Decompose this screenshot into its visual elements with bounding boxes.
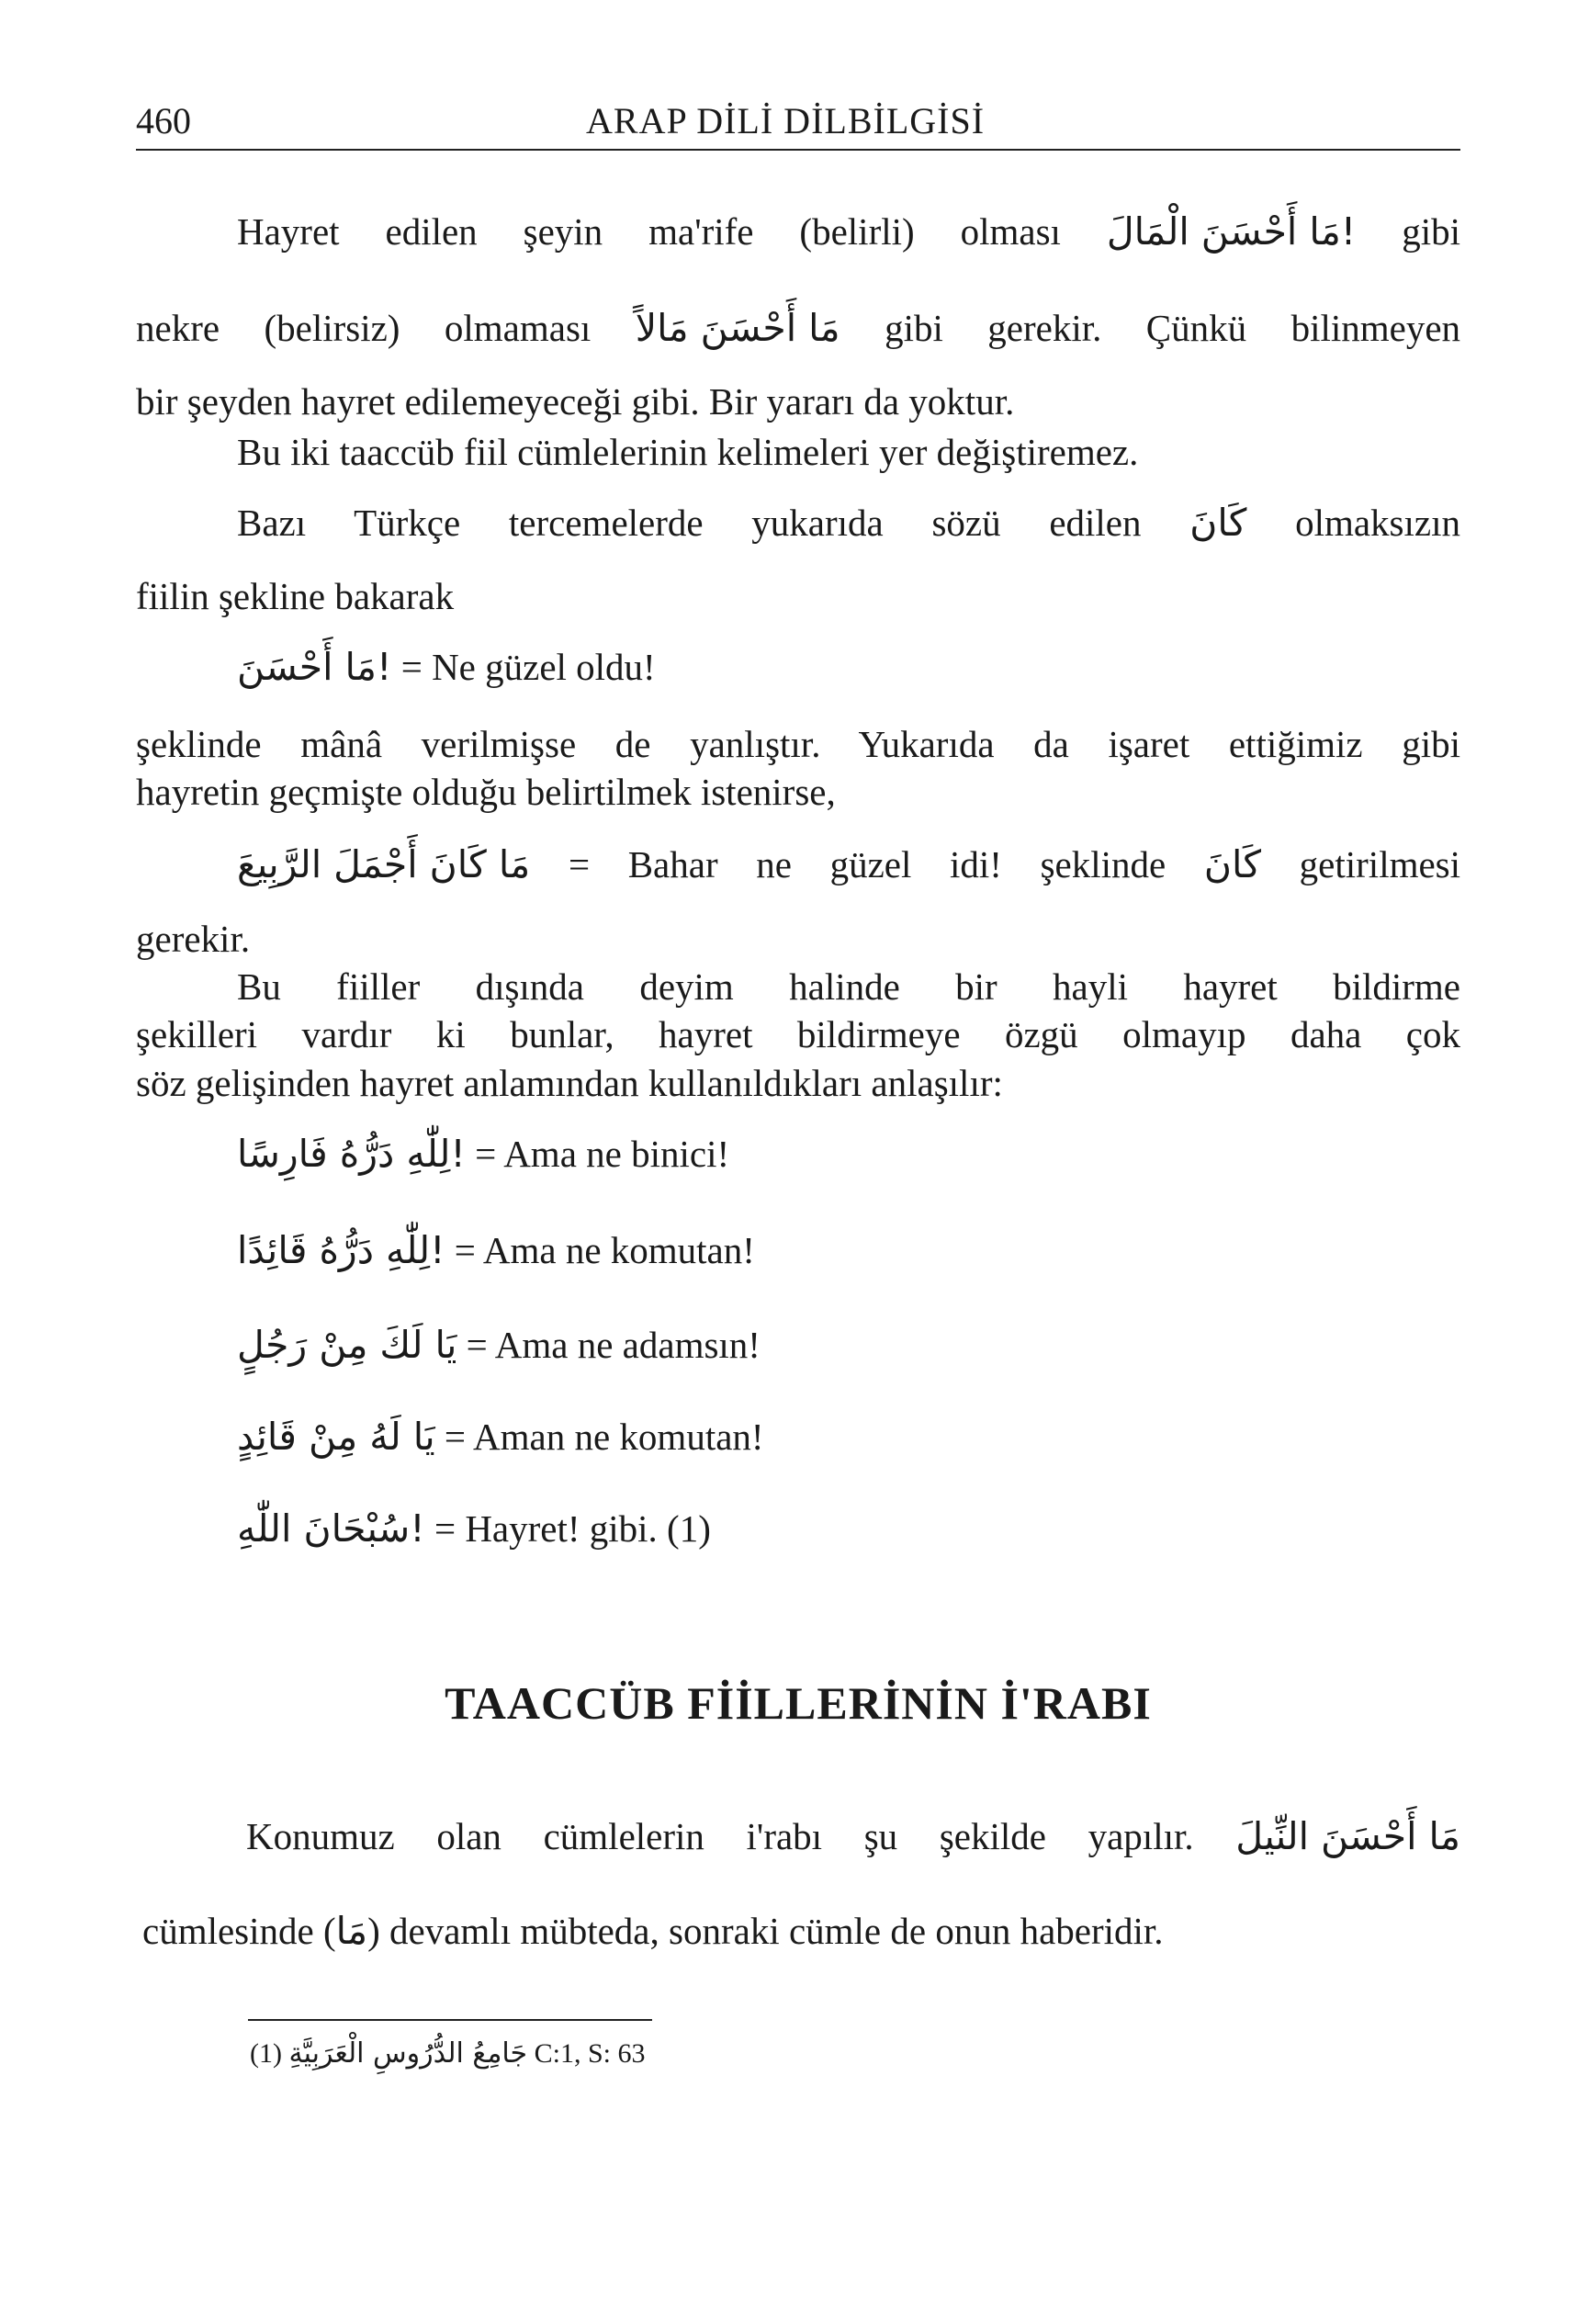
footnote-reference: C:1, S: 63 <box>534 2038 646 2069</box>
example-line: يَا لَكَ مِنْ رَجُلٍ = Ama ne adamsın! <box>237 1323 761 1367</box>
arabic-phrase: !مَا أَحْسَنَ الْمَالَ <box>1106 209 1357 254</box>
arabic-phrase: !سُبْحَانَ اللّٰهِ <box>237 1506 425 1551</box>
example-line: مَا كَانَ أَجْمَلَ الرَّبِيعَ = Bahar ne güzel idi! şeklinde كَانَ getirilmesi <box>237 842 1461 886</box>
paragraph-line: cümlesinde (مَا) devamlı mübteda, sonraki cümle de onun haberidir. <box>142 1909 1164 1953</box>
arabic-phrase: !لِلّٰهِ دَرُّهُ قَائِدًا <box>237 1228 445 1272</box>
arabic-phrase: !لِلّٰهِ دَرُّهُ فَارِسًا <box>237 1132 466 1176</box>
arabic-phrase: !مَا أَحْسَنَ <box>237 645 392 689</box>
arabic-word: كَانَ <box>1189 501 1247 545</box>
page-header <box>136 92 1460 151</box>
paragraph-line: bir şeyden hayret edilemeyeceği gibi. Bir yararı da yoktur. <box>136 380 1015 423</box>
example-line: !مَا أَحْسَنَ = Ne güzel oldu! <box>237 645 656 689</box>
example-line: !لِلّٰهِ دَرُّهُ قَائِدًا = Ama ne komutan! <box>237 1228 755 1272</box>
footnote <box>250 2037 645 2070</box>
example-line: !سُبْحَانَ اللّٰهِ = Hayret! gibi. (1) <box>237 1506 711 1551</box>
paragraph-line: şekilleri vardır ki bunlar, hayret bildirmeye özgü olmayıp daha çok <box>136 1013 1460 1055</box>
paragraph-line: hayretin geçmişte olduğu belirtilmek istenirse, <box>136 771 836 813</box>
footnote-marker: (1) <box>250 2038 282 2069</box>
paragraph-line: Konumuz olan cümlelerin i'rabı şu şekilde yapılır. مَا أَحْسَنَ النِّيلَ <box>246 1814 1460 1858</box>
paragraph-line: Bazı Türkçe tercemelerde yukarıda sözü edilen كَانَ olmaksızın <box>237 501 1460 545</box>
section-heading: TAACCÜB FİİLLERİNİN İ'RABI <box>445 1677 1152 1729</box>
arabic-phrase: مَا كَانَ أَجْمَلَ الرَّبِيعَ <box>237 842 531 886</box>
arabic-word: كَانَ <box>1203 842 1262 886</box>
arabic-phrase: يَا لَهُ مِنْ قَائِدٍ <box>237 1415 435 1459</box>
example-line: يَا لَهُ مِنْ قَائِدٍ = Aman ne komutan! <box>237 1415 764 1459</box>
running-title: ARAP DİLİ DİLBİLGİSİ <box>586 100 986 141</box>
paragraph-line: Bu iki taaccüb fiil cümlelerinin kelimeleri yer değiştiremez. <box>237 431 1139 473</box>
arabic-word: مَا <box>335 1909 368 1953</box>
example-line: !لِلّٰهِ دَرُّهُ فَارِسًا = Ama ne binici! <box>237 1132 730 1176</box>
paragraph-line: Bu fiiller dışında deyim halinde bir hayli hayret bildirme <box>237 965 1460 1008</box>
arabic-phrase: مَا أَحْسَنَ مَالاً <box>635 306 840 350</box>
footnote-divider <box>248 2019 652 2021</box>
arabic-phrase: يَا لَكَ مِنْ رَجُلٍ <box>237 1323 457 1367</box>
paragraph-line: şeklinde mânâ verilmişse de yanlıştır. Yukarıda da işaret ettiğimiz gibi <box>136 723 1460 765</box>
page-number: 460 <box>136 100 191 141</box>
footnote-source-title: جَامِعُ الدُّرُوسِ الْعَرَبِيَّةِ <box>288 2037 528 2070</box>
paragraph-line: söz gelişinden hayret anlamından kullanıldıkları anlaşılır: <box>136 1062 1003 1104</box>
arabic-phrase: مَا أَحْسَنَ النِّيلَ <box>1235 1814 1460 1858</box>
paragraph-line: nekre (belirsiz) olmaması مَا أَحْسَنَ مَالاً gibi gerekir. Çünkü bilinmeyen <box>136 306 1461 350</box>
paragraph-line: Hayret edilen şeyin ma'rife (belirli) olması !مَا أَحْسَنَ الْمَالَ gibi <box>237 209 1460 254</box>
paragraph-line: gerekir. <box>136 918 251 960</box>
paragraph-line: fiilin şekline bakarak <box>136 575 455 617</box>
